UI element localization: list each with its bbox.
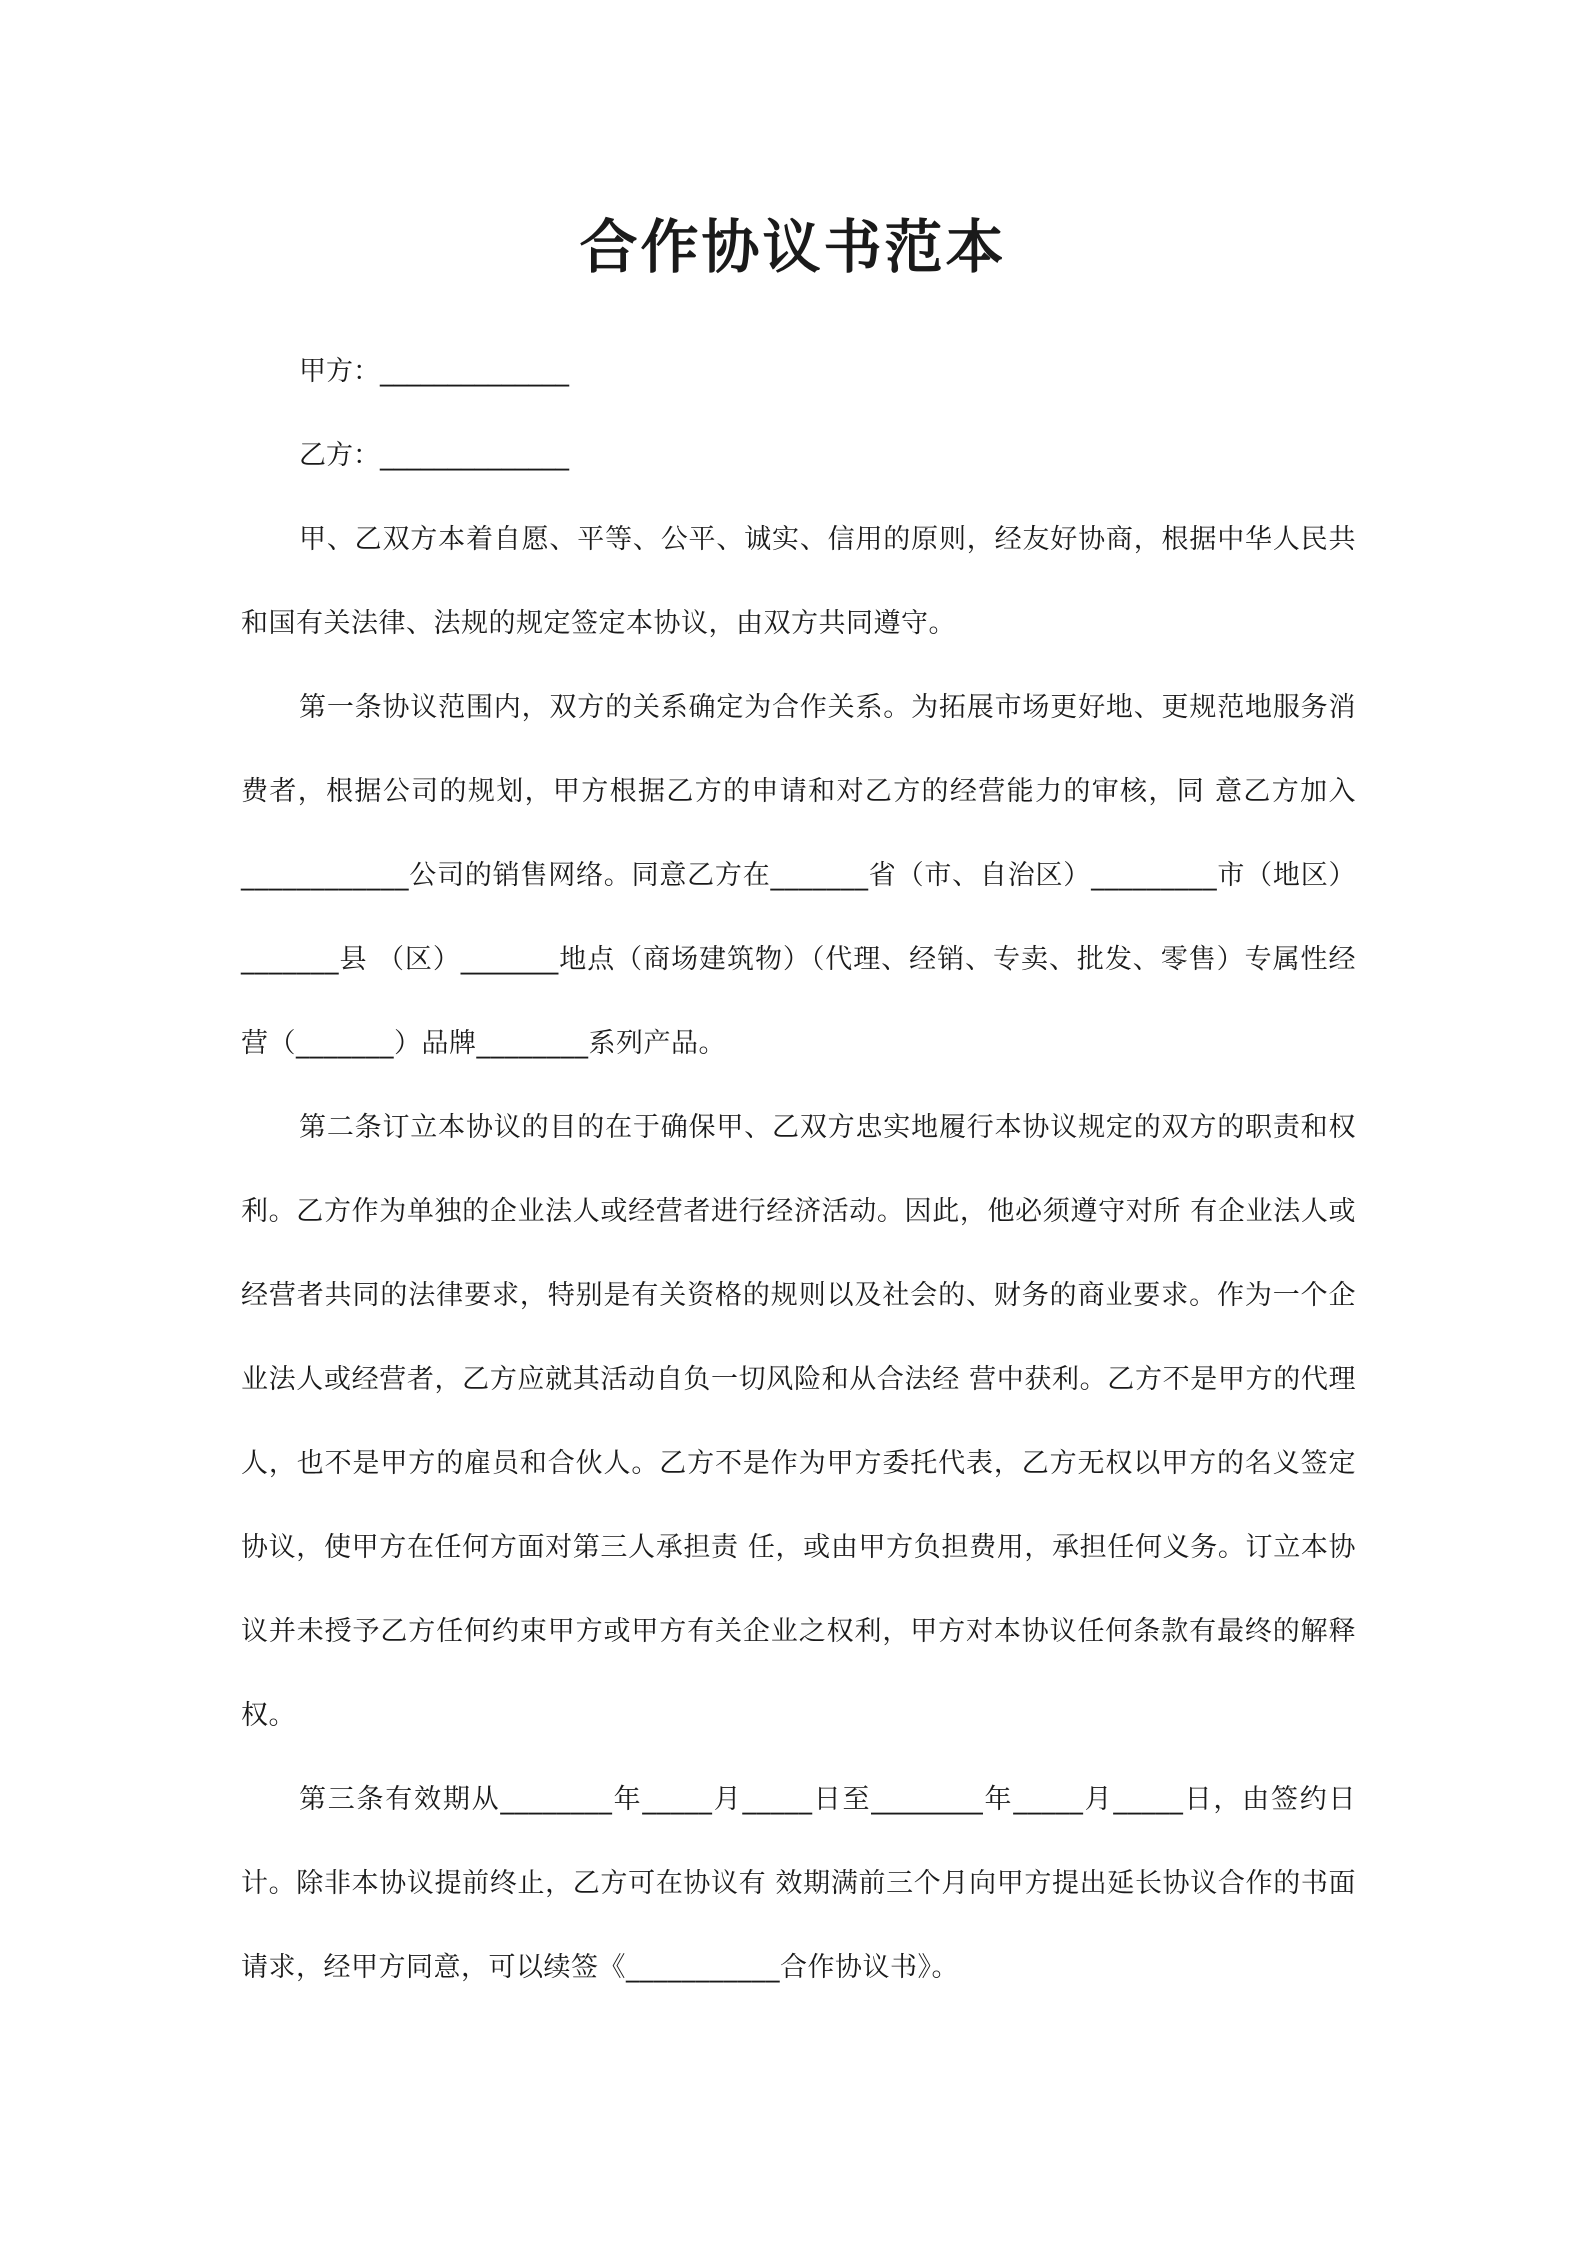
article-2-paragraph: 第二条订立本协议的目的在于确保甲、乙双方忠实地履行本协议规定的双方的职责和权利。乙方作为单独的企业法人或经营者进行经济活动。因此，他必须遵守对所 有企业法人或经营者共同的法律要求，特别是有关资格的规则以及社会的、财务的商业要求。作为一个企业法人或经营者，乙方应就其活动自负一切风险和从合法经 营中获利。乙方不是甲方的代理人，也不是甲方的雇员和合伙人。乙方不是作为甲方委托代表，乙方无权以甲方的名义签定协议，使甲方在任何方面对第三人承担责 任，或由甲方负担费用，承担任何义务。订立本协议并未授予乙方任何约束甲方或甲方有关企业之权利，甲方对本协议任何条款有最终的解释权。 [241, 1112, 1356, 1731]
article-1-paragraph: 第一条协议范围内，双方的关系确定为合作关系。为拓展市场更好地、更规范地服务消费者，根据公司的规划，甲方根据乙方的申请和对乙方的经营能力的审核，同 意乙方加入____________公司的销售网络。同意乙方在_______省（市、自治区）_________市（地区）_______县 （区）_______地点（商场建筑物）（代理、经销、专卖、批发、零售）专属性经营（_______）品牌________系列产品。 [241, 692, 1356, 1059]
article-3-paragraph: 第三条有效期从________年_____月_____日至________年_____月_____日，由签约日计。除非本协议提前终止，乙方可在协议有 效期满前三个月向甲方提出延长协议合作的书面请求，经甲方同意，可以续签《___________合作协议书》。 [241, 1784, 1356, 1983]
document-body [241, 330, 1356, 2010]
party-b-line: 乙方：______________ [299, 440, 569, 471]
preamble-paragraph: 甲、乙双方本着自愿、平等、公平、诚实、信用的原则，经友好协商，根据中华人民共和国有关法律、法规的规定签定本协议，由双方共同遵守。 [241, 524, 1356, 639]
party-a-line: 甲方：______________ [299, 356, 569, 387]
page-title: 合作协议书范本 [579, 213, 1007, 281]
